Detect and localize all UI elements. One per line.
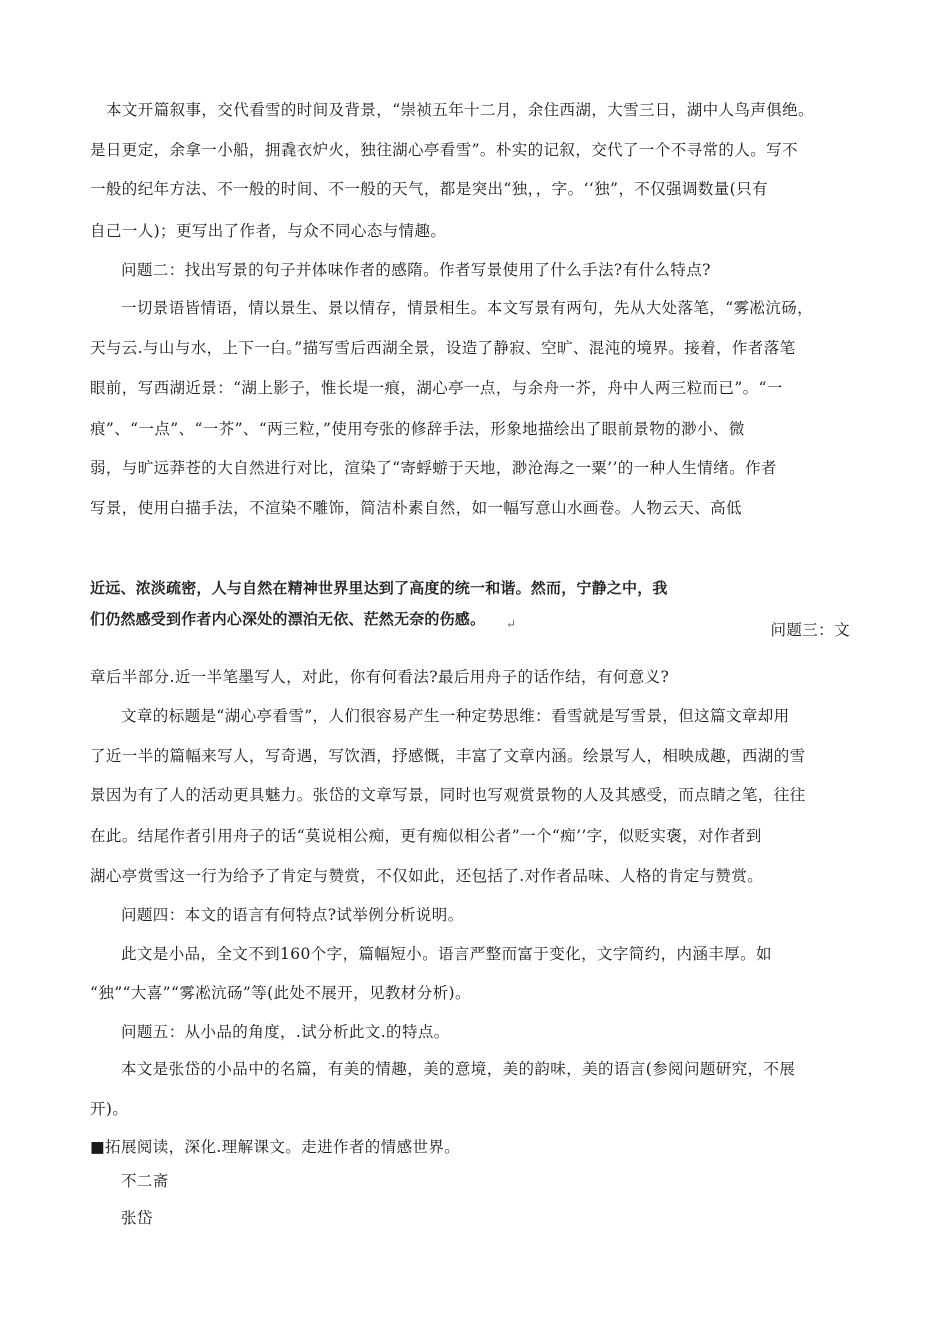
paragraph-line: 一般的纪年方法、不一般的时间、不一般的天气，都是突出“独，，字。‘‘独”，不仅强调数量(只有 [90,180,768,198]
paragraph-line: 景因为有了人的活动更具魅力。张岱的文章写景，同时也写观赏景物的人及其感受，而点睛之笔，往往 [90,786,806,804]
question-heading: 问题五：从小品的角度，.试分析此文.的特点。 [121,1023,450,1041]
paragraph-line: 本文开篇叙事，交代看雪的时间及背景，“崇祯五年十二月，余住西湖，大雪三日，湖中人鸟声俱绝。 [106,101,814,119]
question-heading: 问题四：本文的语言有何特点?试举例分析说明。 [121,906,464,924]
paragraph-line: 写景，使用白描手法，不渲染不雕饰，简洁朴素自然，如一幅写意山水画卷。人物云天、高低 [90,499,742,517]
section-heading: ■拓展阅读，深化.理解课文。走进作者的情感世界。 [90,1138,461,1156]
paragraph-line: 在此。结尾作者引用舟子的话“莫说相公痴，更有痴似相公者”一个“痴’’字，似贬实褒，对作者到 [90,827,762,845]
reading-author: 张岱 [121,1209,153,1227]
paragraph-line: 湖心亭赏雪这一行为给予了肯定与赞赏，不仅如此，还包括了.对作者品味、人格的肯定与赞赏。 [90,867,764,885]
paragraph-line: 痕”、“一点”、“一芥”、“两三粒，”使用夸张的修辞手法，形象地描绘出了眼前景物的渺小、微 [90,420,745,438]
return-mark-icon: ↵ [506,617,517,631]
paragraph-line: 一切景语皆情语，情以景生、景以情存，情景相生。本文写景有两句，先从大处落笔，“雾凇沆砀， [121,299,814,317]
paragraph-line: 此文是小品，全文不到160个字，篇幅短小。语言严整而富于变化，文字简约，内涵丰厚。如 [121,945,772,963]
reading-title: 不二斋 [121,1172,169,1190]
paragraph-line: 弱，与旷远莽苍的大自然进行对比，渲染了“寄蜉蝣于天地，渺沧海之一粟’’的一种人生情绪。作者 [90,459,777,477]
paragraph-line: 文章的标题是“湖心亭看雪”，人们很容易产生一种定势思维：看雪就是写雪景，但这篇文章却用 [121,707,790,725]
paragraph-line: 眼前，写西湖近景：“湖上影子，惟长堤一痕，湖心亭一点，与余舟一芥，舟中人两三粒而已”。“一 [90,379,783,397]
inserted-image-text-line: 近远、浓淡疏密，人与自然在精神世界里达到了高度的统一和谐。然而，宁静之中，我 [90,579,668,597]
paragraph-line: 天与云.与山与水，上下一白。”描写雪后西湖全景，设造了静寂、空旷、混沌的境界。接着，作者落笔 [90,339,796,357]
question-heading: 问题二：找出写景的句子并体味作者的感隋。作者写景使用了什么手法?有什么特点? [121,261,711,279]
paragraph-line: “独”“大喜”“雾凇沆砀”等(此处不展开，见教材分析)。 [90,984,471,1002]
paragraph-line: 是日更定，余拿一小船，拥毳衣炉火，独往湖心亭看雪”。朴实的记叙，交代了一个不寻常的人。写不 [90,141,798,159]
paragraph-line: 开)。 [90,1100,129,1118]
paragraph-line: 自己一人)；更写出了作者，与众不同心态与情趣。 [90,222,447,240]
inserted-image-text-line: 们仍然感受到作者内心深处的漂泊无依、茫然无奈的伤感。 [90,610,486,628]
paragraph-line: 本文是张岱的小品中的名篇，有美的情趣，美的意境，美的韵味，美的语言(参阅问题研究，不展 [121,1060,796,1078]
paragraph-line: 章后半部分.近一半笔墨写人，对此，你有何看法?最后用舟子的话作结，有何意义? [90,668,670,686]
question-heading: 问题三：文 [770,621,850,639]
paragraph-line: 了近一半的篇幅来写人，写奇遇，写饮酒，抒感慨，丰富了文章内涵。绘景写人，相映成趣，西湖的雪 [90,747,806,765]
